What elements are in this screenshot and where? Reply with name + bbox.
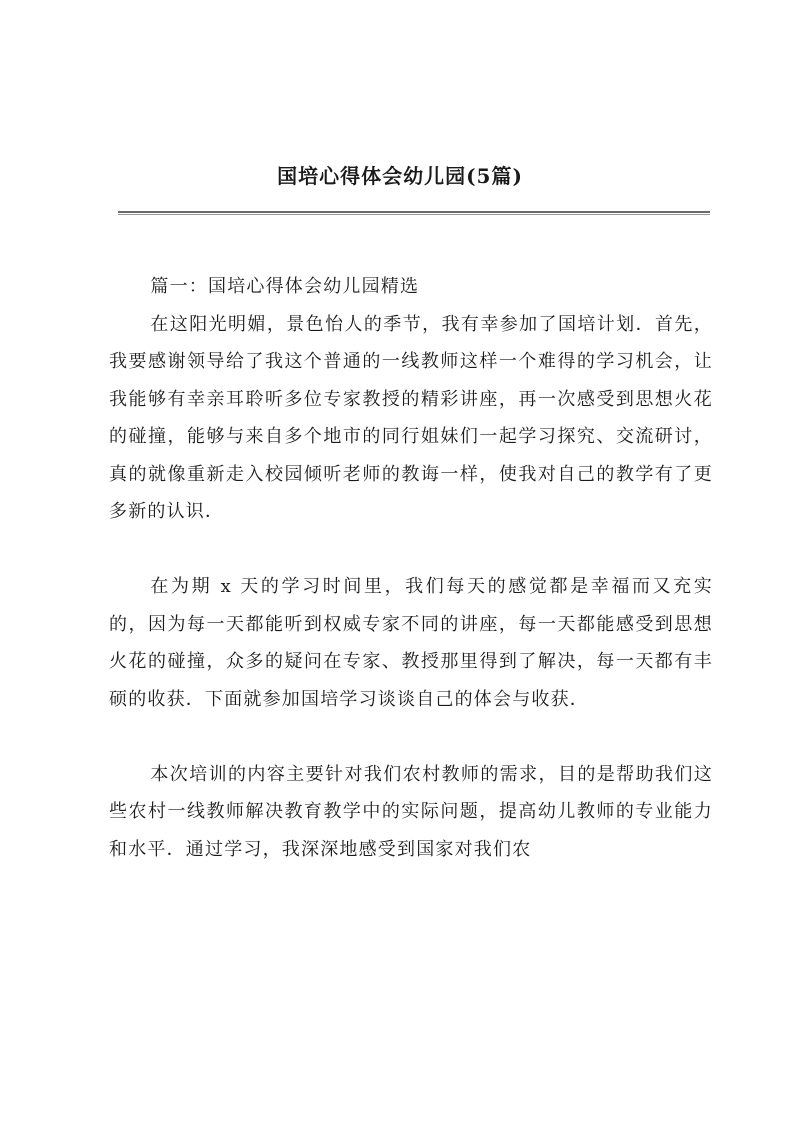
title-divider <box>118 211 710 215</box>
document-body <box>109 268 713 868</box>
paragraph-2: 在为期 x 天的学习时间里，我们每天的感觉都是幸福而又充实的，因为每一天都能听到权威专家不同的讲座，每一天都能感受到思想火花的碰撞，众多的疑问在专家、教授那里得到了解决，每一天都有丰硕的收获．下面就参加国培学习谈谈自己的体会与收获． <box>109 576 713 710</box>
document-title: 国培心得体会幼儿园(5篇) <box>277 164 523 188</box>
paragraph-1: 在这阳光明媚，景色怡人的季节，我有幸参加了国培计划．首先，我要感谢领导给了我这个普通的一线教师这样一个难得的学习机会，让我能够有幸亲耳聆听多位专家教授的精彩讲座，再一次感受到思想火花的碰撞，能够与来自多个地市的同行姐妹们一起学习探究、交流研讨，真的就像重新走入校园倾听老师的教诲一样，使我对自己的教学有了更多新的认识． <box>109 313 713 522</box>
section-heading: 篇一：国培心得体会幼儿园精选 <box>150 276 420 297</box>
paragraph-3: 本次培训的内容主要针对我们农村教师的需求，目的是帮助我们这些农村一线教师解决教育教学中的实际问题，提高幼儿教师的专业能力和水平．通过学习，我深深地感受到国家对我们农 <box>109 763 713 860</box>
